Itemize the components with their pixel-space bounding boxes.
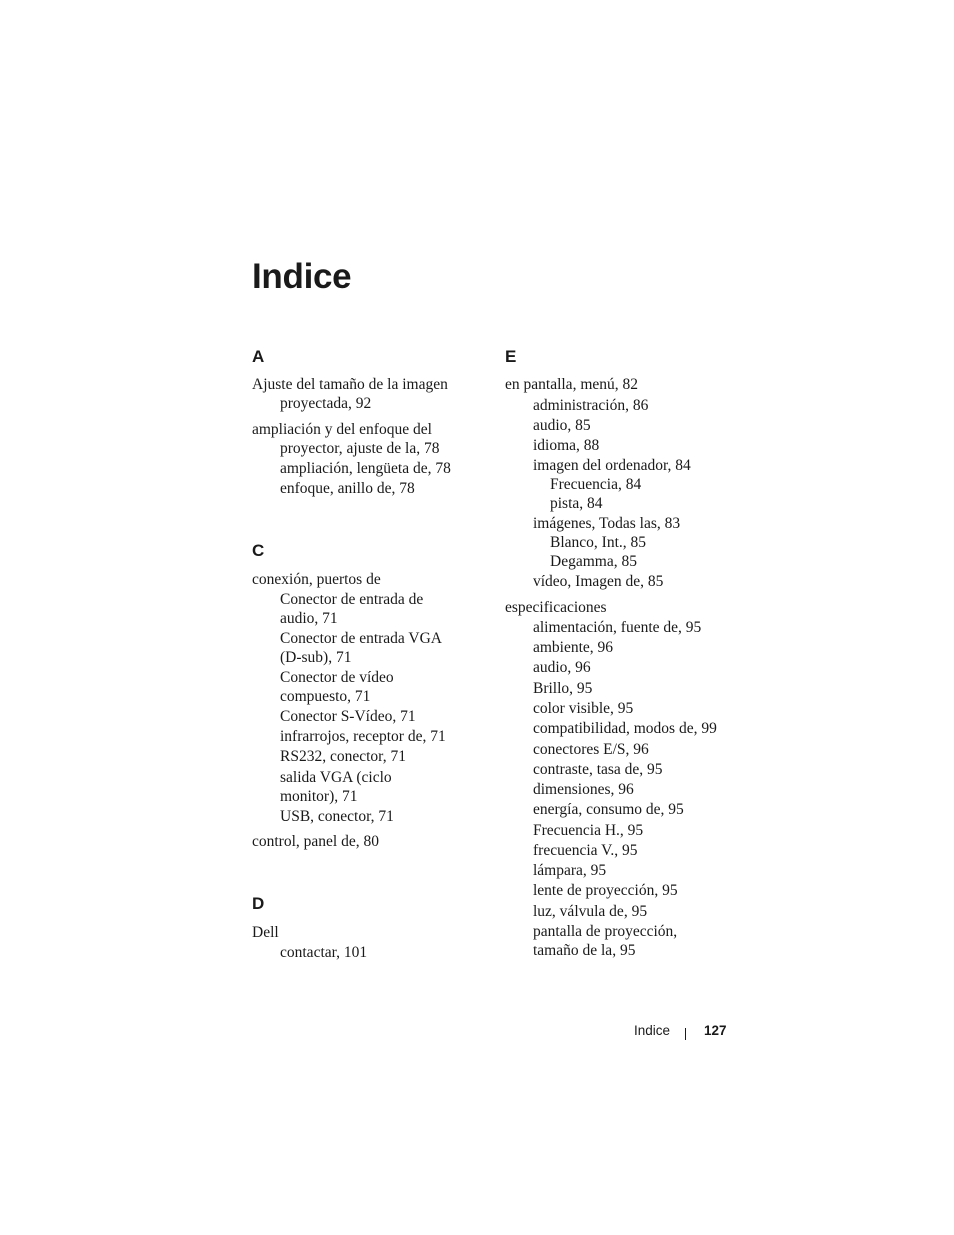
- entry-line: Conector de entrada de: [280, 591, 424, 608]
- index-subentry: Brillo, 95: [533, 680, 593, 697]
- section-letter-c: C: [252, 541, 265, 560]
- index-subsubentry: pista, 84: [550, 495, 603, 512]
- index-subentry: Conector S-Vídeo, 71: [280, 708, 416, 725]
- index-subentry: [252, 768, 392, 806]
- index-entry: [252, 375, 448, 413]
- index-entry: control, panel de, 80: [252, 833, 379, 850]
- index-subentry: infrarrojos, receptor de, 71: [280, 728, 446, 745]
- entry-line: compuesto, 71: [280, 688, 371, 705]
- index-subentry: ampliación, lengüeta de, 78: [280, 460, 451, 477]
- index-subentry: frecuencia V., 95: [533, 842, 638, 859]
- index-subentry: ambiente, 96: [533, 639, 614, 656]
- index-subentry: conectores E/S, 96: [533, 741, 649, 758]
- section-letter-d: D: [252, 894, 265, 913]
- index-subentry: [505, 922, 677, 960]
- footer-divider: [685, 1028, 686, 1040]
- entry-line: Conector de vídeo: [280, 669, 394, 686]
- entry-line: (D-sub), 71: [280, 649, 352, 666]
- index-subentry: idioma, 88: [533, 437, 600, 454]
- index-subentry: audio, 96: [533, 659, 591, 676]
- index-subentry: [252, 668, 394, 706]
- entry-line: tamaño de la, 95: [533, 942, 636, 959]
- index-entry: conexión, puertos de: [252, 571, 381, 588]
- entry-line: proyector, ajuste de la, 78: [280, 440, 440, 457]
- index-subsubentry: Degamma, 85: [550, 553, 637, 570]
- index-subsubentry: Blanco, Int., 85: [550, 534, 646, 551]
- footer-section-title: Indice: [633, 1023, 670, 1038]
- index-subentry: contraste, tasa de, 95: [533, 761, 663, 778]
- page-number: 127: [704, 1023, 727, 1038]
- index-subentry: audio, 85: [533, 417, 591, 434]
- section-letter-a: A: [252, 347, 265, 366]
- index-entry: Dell: [252, 924, 279, 941]
- index-subentry: luz, válvula de, 95: [533, 903, 648, 920]
- index-subentry: compatibilidad, modos de, 99: [533, 720, 717, 737]
- index-subentry: imágenes, Todas las, 83: [533, 515, 681, 532]
- entry-line: audio, 71: [280, 610, 338, 627]
- index-subentry: dimensiones, 96: [533, 781, 634, 798]
- entry-line: Conector de entrada VGA: [280, 630, 442, 647]
- index-subentry: administración, 86: [533, 397, 649, 414]
- index-subsubentry: Frecuencia, 84: [550, 476, 642, 493]
- index-entry: especificaciones: [505, 599, 607, 616]
- index-subentry: color visible, 95: [533, 700, 634, 717]
- index-subentry: energía, consumo de, 95: [533, 801, 684, 818]
- index-subentry: alimentación, fuente de, 95: [533, 619, 702, 636]
- index-subentry: Frecuencia H., 95: [533, 822, 644, 839]
- index-entry: [252, 420, 440, 458]
- index-subentry: contactar, 101: [280, 944, 368, 961]
- entry-line: proyectada, 92: [280, 395, 372, 412]
- entry-line: salida VGA (ciclo: [280, 769, 392, 786]
- page-title: Indice: [252, 257, 352, 296]
- index-subentry: [252, 590, 423, 628]
- index-subentry: lámpara, 95: [533, 862, 607, 879]
- section-letter-e: E: [505, 347, 517, 366]
- page-footer: [0, 1020, 954, 1042]
- index-subentry: USB, conector, 71: [280, 808, 394, 825]
- index-subentry: lente de proyección, 95: [533, 882, 678, 899]
- index-subentry: RS232, conector, 71: [280, 748, 406, 765]
- entry-line: pantalla de proyección,: [533, 923, 678, 940]
- entry-line: monitor), 71: [280, 788, 358, 805]
- entry-line: ampliación y del enfoque del: [252, 421, 432, 438]
- index-subentry: vídeo, Imagen de, 85: [533, 573, 664, 590]
- index-entry: en pantalla, menú, 82: [505, 376, 638, 393]
- entry-line: Ajuste del tamaño de la imagen: [252, 376, 448, 393]
- index-subentry: [252, 629, 442, 667]
- index-subentry: enfoque, anillo de, 78: [280, 480, 415, 497]
- index-subentry: imagen del ordenador, 84: [533, 457, 691, 474]
